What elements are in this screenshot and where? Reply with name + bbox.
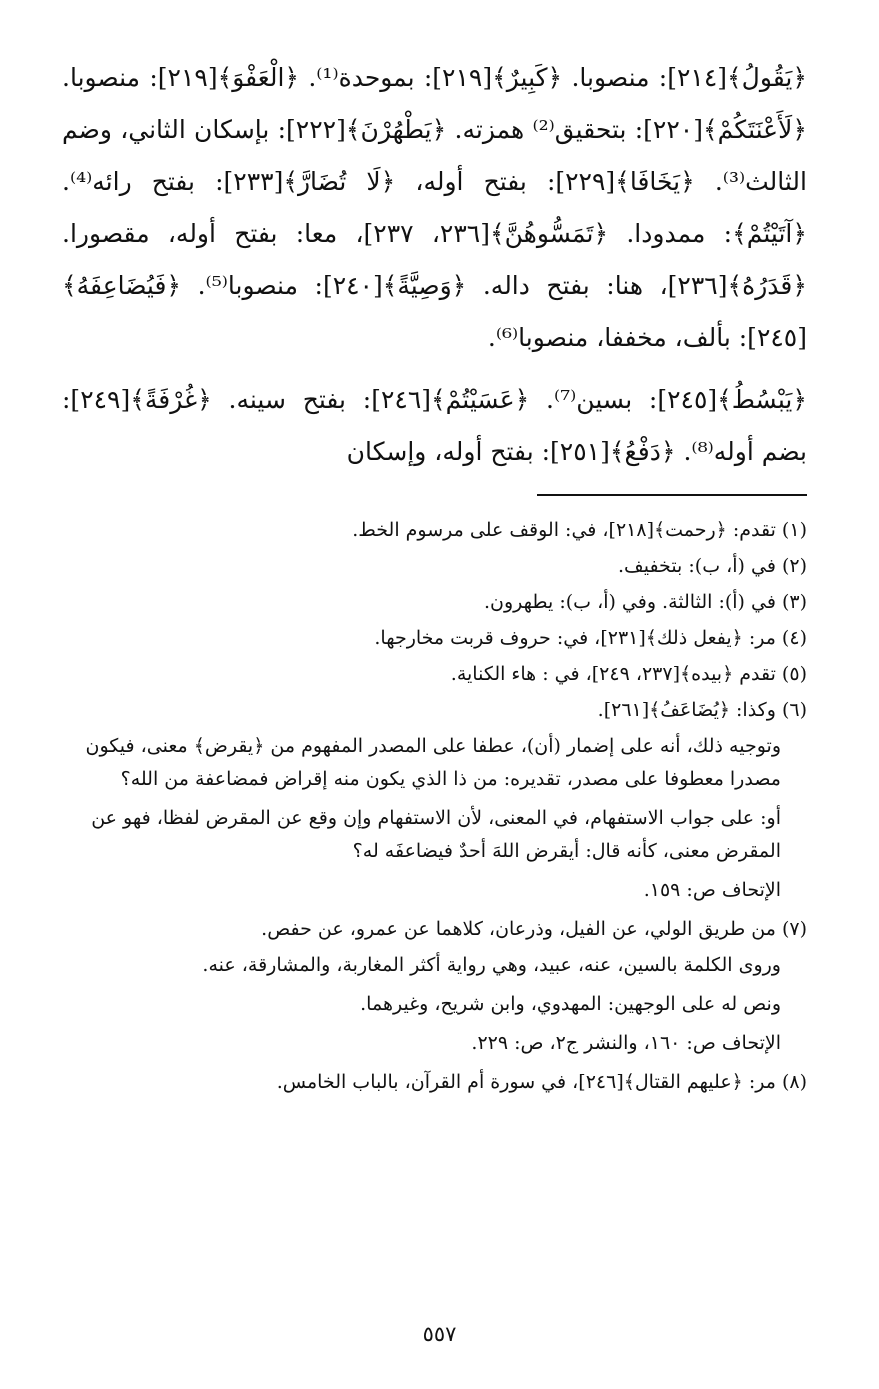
footnote-separator <box>537 494 807 496</box>
main-paragraph-2: ﴿يَبْسُطُ﴾[٢٤٥]: بسين⁽⁷⁾. ﴿عَسَيْتُمْ﴾[٢٤٦]: بفتح سينه. ﴿غُرْفَةً﴾[٢٤٩]: بضم أوله⁽⁸⁾. ﴿دَفْعُ﴾[٢٥١]: بفتح أوله، وإسكان <box>62 385 807 466</box>
footnote-7: (٧) من طريق الولي، عن الفيل، وذرعان، كلاهما عن عمرو، عن حفص. <box>261 918 807 940</box>
footnotes <box>62 514 807 1099</box>
footnote-1: (١) تقدم: ﴿رحمت﴾[٢١٨]، في: الوقف على مرسوم الخط. <box>352 519 807 541</box>
page-content <box>62 52 807 1102</box>
footnote-4: (٤) مر: ﴿يفعل ذلك﴾[٢٣١]، في: حروف قربت مخارجها. <box>374 627 807 649</box>
footnote-6-explanation-1: وتوجيه ذلك، أنه على إضمار (أن)، عطفا على المصدر المفهوم من ﴿يقرض﴾ معنى، فيكون مصدرا معطوفا على مصدر، تقديره: من ذا الذي يكون منه إقراض فمضاعفة من الله؟ <box>85 735 781 790</box>
footnote-7-explanation-2: ونص له على الوجهين: المهدوي، وابن شريح، وغيرهما. <box>360 993 781 1015</box>
page-number: ٥٥٧ <box>422 1322 457 1346</box>
footnote-2: (٢) في (أ، ب): بتخفيف. <box>618 555 807 577</box>
footnote-6-explanation-2: أو: على جواب الاستفهام، في المعنى، لأن الاستفهام وإن وقع عن المقرض لفظا، فهو عن المقرض معنى، كأنه قال: أيقرض اللهَ أحدٌ فيضاعفَه له؟ <box>91 807 781 862</box>
footnote-8: (٨) مر: ﴿عليهم القتال﴾[٢٤٦]، في سورة أم القرآن، بالباب الخامس. <box>276 1071 807 1093</box>
footnote-6-reference: الإتحاف ص: ١٥٩. <box>643 879 781 901</box>
main-paragraph-1: ﴿يَقُولُ﴾[٢١٤]: منصوبا. ﴿كَبِيرٌ﴾[٢١٩]: بموحدة⁽¹⁾. ﴿الْعَفْوَ﴾[٢١٩]: منصوبا. ﴿لَأَعْنَتَكُمْ﴾[٢٢٠]: بتحقيق⁽²⁾ همزته. ﴿يَطْهُرْنَ﴾[٢٢٢]: بإسكان الثاني، وضم الثالث⁽³⁾. ﴿يَخَافَا﴾[٢٢٩]: بفتح أوله، ﴿لَا تُضَارَّ﴾[٢٣٣]: بفتح رائه⁽⁴⁾. ﴿آتَيْتُمْ﴾: ممدودا. ﴿تَمَسُّوهُنَّ﴾[٢٣٦، ٢٣٧]، معا: بفتح أوله، مقصورا. ﴿قَدَرُهُ﴾[٢٣٦]، هنا: بفتح داله. ﴿وَصِيَّةً﴾[٢٤٠]: منصوبا⁽⁵⁾. ﴿فَيُضَاعِفَهُ﴾[٢٤٥]: بألف، مخففا، منصوبا⁽⁶⁾. <box>62 63 808 352</box>
footnote-3: (٣) في (أ): الثالثة. وفي (أ، ب): يطهرون. <box>484 591 807 613</box>
footnote-6: (٦) وكذا: ﴿يُضَاعَفُ﴾[٢٦١]. <box>597 699 807 721</box>
footnote-5: (٥) تقدم ﴿بيده﴾[٢٣٧، ٢٤٩]، في : هاء الكناية. <box>450 663 807 685</box>
footnote-7-explanation-1: وروى الكلمة بالسين، عنه، عبيد، وهي رواية أكثر المغاربة، والمشارقة، عنه. <box>202 954 781 976</box>
footnote-7-reference: الإتحاف ص: ١٦٠، والنشر ج٢، ص: ٢٢٩. <box>471 1032 781 1054</box>
